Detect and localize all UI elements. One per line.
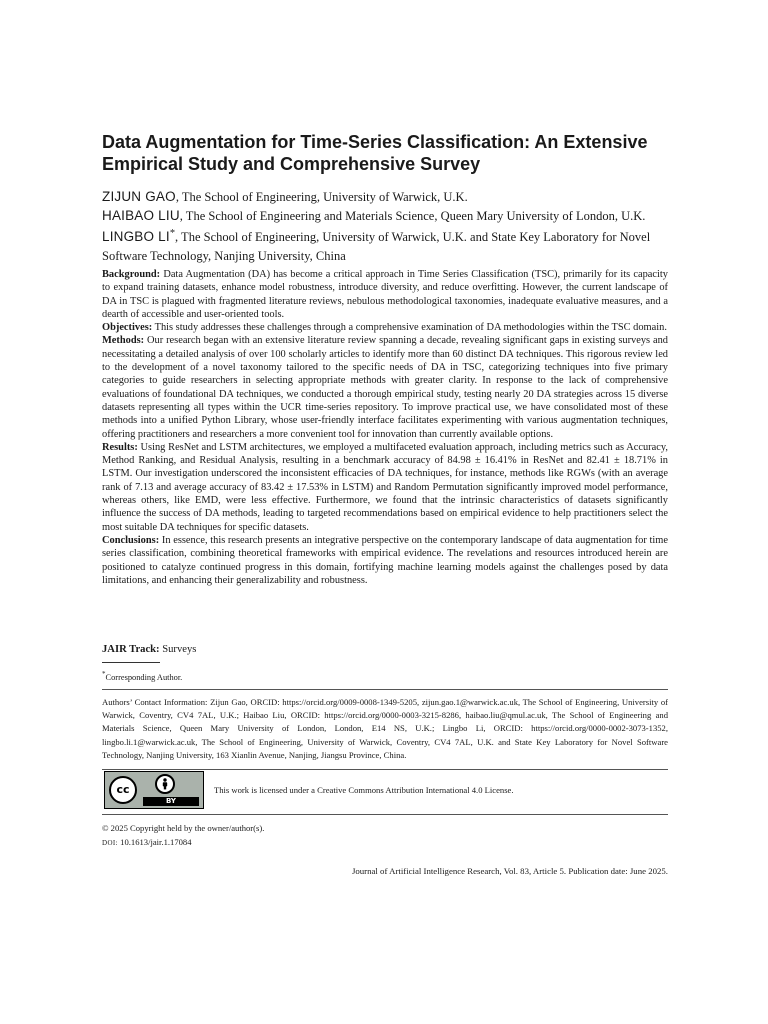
copyright-notice: © 2025 Copyright held by the owner/author(s).	[102, 823, 265, 833]
contact-bottom-divider	[102, 769, 668, 770]
paper-page	[102, 0, 668, 1024]
license-bottom-divider	[102, 814, 668, 815]
author-affiliation: , The School of Engineering, University of Warwick, U.K.	[175, 190, 468, 204]
footnote-text: Corresponding Author.	[105, 672, 183, 682]
author-affiliation: , The School of Engineering, University of Warwick, U.K. and State Key Laboratory for Novel Software Technology, Nanjing University, China	[102, 230, 651, 263]
author-list	[102, 188, 668, 265]
results-label: Results:	[102, 441, 138, 453]
author-contact-info: Authors’ Contact Information: Zijun Gao, ORCID: https://orcid.org/0009-0008-1349-5205, zijun.gao.1@warwick.ac.uk, The School of Engineering, University of Warwick, Coventry, CV4 7AL, U.K.; Haibao Liu, ORCID: https://orcid.org/0000-0003-3215-8286, haibao.liu@qmul.ac.uk, The School of Engineering and Materials Science, Queen Mary University of London, London, E14 NS, U.K.; Lingbo Li, ORCID: https://orcid.org/0000-0002-3073-1352, lingbo.li.1@warwick.ac.uk, The School of Engineering, University of Warwick, Coventry, CV4 7AL, U.K. and State Key Laboratory for Novel Software Technology, Nanjing University, 163 Xianlin Avenue, Nanjing, Jiangsu Province, China.	[102, 697, 668, 760]
author-entry	[102, 207, 668, 226]
footnote-divider	[102, 662, 160, 663]
abstract	[102, 268, 668, 587]
doi-value[interactable]: 10.1613/jair.1.17084	[118, 837, 192, 847]
abstract-background	[102, 268, 668, 321]
by-label: BY	[143, 797, 199, 806]
corresponding-author-mark: *	[169, 228, 176, 239]
track-value: Surveys	[159, 644, 197, 655]
methods-text: Our research began with an extensive literature review spanning a decade, revealing significant gaps in existing surveys and necessitating a detailed analysis of over 100 scholarly articles to identify more than 60 distinct DA techniques. This rigorous review led to the development of a novel taxonomy tailored to the specific needs of DA in TSC, categorizing techniques into five primary categories to guide researchers in selecting appropriate methods with greater clarity. In response to the lack of comprehensive evaluations of foundational DA techniques, we conducted a thorough empirical study, testing nearly 20 DA strategies across 15 diverse datasets representing all types within the UCR time-series repository. To improve practical use, we have consolidated most of these methods into a unified Python Library, whose user-friendly interface facilitates experimenting with various augmentation techniques, offering practitioners and researchers a more convenient tool for innovation than currently available options.	[102, 335, 668, 440]
methods-label: Methods:	[102, 335, 145, 347]
background-text: Data Augmentation (DA) has become a critical approach in Time Series Classification (TSC), primarily for its capacity to expand training datasets, enhance model robustness, introduce diversity, and reduce overfitting. However, the current landscape of DA in TSC is plagued with fragmented literature reviews, nebulous methodological taxonomies, inadequate evaluative measures, and a dearth of accessible and user-oriented tools.	[102, 269, 668, 320]
journal-footer: Journal of Artificial Intelligence Research, Vol. 83, Article 5. Publication date: June 2025.	[351, 866, 668, 876]
conclusions-text: In essence, this research presents an integrative perspective on the contemporary landscape of data augmentation for time series classification, combining theoretical frameworks with empirical evidence. The revelations and resources introduced herein are positioned to catalyze continued progress in this domain, fortifying machine learning models against the challenges posed by data limitations, and enhancing their generalizability and robustness.	[102, 534, 668, 586]
cc-icon: cc	[109, 776, 137, 804]
author-name: HAIBAO LIU	[102, 207, 180, 223]
attribution-person-icon	[155, 774, 175, 794]
author-entry	[102, 188, 668, 207]
abstract-conclusions	[102, 534, 668, 587]
doi-line	[102, 837, 192, 847]
license-text: This work is licensed under a Creative Commons Attribution International 4.0 License.	[214, 785, 514, 795]
paper-title	[102, 131, 668, 175]
title-line-2: Empirical Study and Comprehensive Survey	[102, 154, 481, 174]
abstract-results	[102, 441, 668, 534]
author-name: ZIJUN GAO	[102, 189, 176, 204]
background-label: Background:	[102, 269, 161, 280]
author-affiliation: , The School of Engineering and Materials Science, Queen Mary University of London, U.K.	[179, 208, 646, 223]
conclusions-label: Conclusions:	[102, 534, 160, 546]
track-label: JAIR Track:	[102, 644, 160, 655]
results-text: Using ResNet and LSTM architectures, we employed a multifaceted evaluation approach, including metrics such as Accuracy, Method Ranking, and Residual Analysis, resulting in a benchmark accuracy of 84.98 ± 16.41% in ResNet and 82.41 ± 18.71% in LSTM. Our investigation underscored the inconsistent efficacies of DA techniques, for instance, methods like RGWs (with an average rank of 7.13 and average accuracy of 83.42 ± 17.53% in LSTM) and Random Permutation significantly improved model performance, whereas others, like EMD, were less effective. Furthermore, we found that the intrinsic characteristics of datasets significantly influence the success of DA methods, leading to targeted recommendations based on empirical evidence to help practitioners select the most suitable DA techniques for specific datasets.	[102, 441, 668, 533]
jair-track	[102, 644, 196, 655]
title-line-1: Data Augmentation for Time-Series Classification: An Extensive	[102, 132, 648, 152]
objectives-label: Objectives:	[102, 322, 153, 334]
footnote	[102, 670, 182, 682]
abstract-objectives	[102, 321, 668, 334]
objectives-text: This study addresses these challenges through a comprehensive examination of DA methodologies within the TSC domain.	[152, 322, 667, 334]
author-entry	[102, 225, 668, 265]
author-name: LINGBO LI	[102, 229, 170, 245]
footnote-mark: *	[102, 670, 106, 678]
abstract-methods	[102, 334, 668, 440]
contact-top-divider	[102, 689, 668, 690]
creative-commons-by-badge[interactable]	[104, 771, 204, 809]
doi-label: DOI:	[102, 839, 118, 847]
